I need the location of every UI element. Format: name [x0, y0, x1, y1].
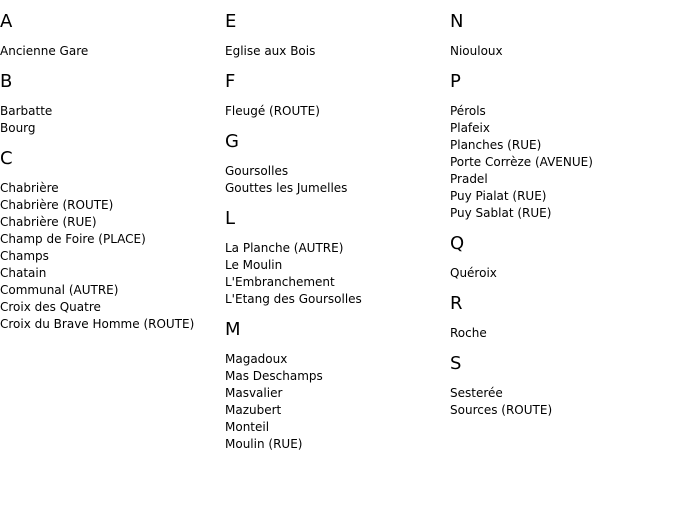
street-link[interactable]: Planches (RUE) — [450, 138, 542, 152]
letter-heading: Q — [450, 233, 465, 254]
street-list — [0, 43, 225, 60]
street-link[interactable]: Magadoux — [225, 352, 288, 366]
street-link[interactable]: Mas Deschamps — [225, 369, 323, 383]
letter-heading: M — [225, 319, 241, 340]
letter-heading: F — [225, 71, 236, 92]
street-link[interactable]: Quéroix — [450, 266, 497, 280]
street-link[interactable]: Champs — [0, 249, 49, 263]
street-link[interactable]: Communal (AUTRE) — [0, 283, 119, 297]
street-link[interactable]: Fleugé (ROUTE) — [225, 104, 320, 118]
letter-heading: L — [225, 208, 236, 229]
letter-heading: B — [0, 71, 13, 92]
letter-group-s — [450, 354, 675, 419]
letter-heading: N — [450, 11, 464, 32]
street-link[interactable]: Chabrière (RUE) — [0, 215, 97, 229]
street-link[interactable]: Masvalier — [225, 386, 283, 400]
street-link[interactable]: La Planche (AUTRE) — [225, 241, 344, 255]
letter-group-q — [450, 234, 675, 282]
street-list — [450, 103, 675, 222]
letter-group-p — [450, 72, 675, 222]
street-link[interactable]: Puy Sablat (RUE) — [450, 206, 552, 220]
street-link[interactable]: Roche — [450, 326, 487, 340]
street-link[interactable]: Plafeix — [450, 121, 490, 135]
street-link[interactable]: Sources (ROUTE) — [450, 403, 553, 417]
letter-group-b — [0, 72, 225, 137]
letter-group-m — [225, 320, 450, 453]
street-link[interactable]: Pérols — [450, 104, 486, 118]
letter-heading: S — [450, 353, 462, 374]
street-list — [225, 43, 450, 60]
street-link[interactable]: Puy Pialat (RUE) — [450, 189, 547, 203]
street-list — [450, 43, 675, 60]
street-list — [450, 325, 675, 342]
letter-group-a — [0, 12, 225, 60]
street-list — [225, 103, 450, 120]
letter-heading: A — [0, 11, 13, 32]
street-list — [225, 351, 450, 453]
street-link[interactable]: Ancienne Gare — [0, 44, 89, 58]
street-link[interactable]: Croix des Quatre — [0, 300, 101, 314]
letter-heading: E — [225, 11, 237, 32]
letter-heading: C — [0, 148, 13, 169]
street-link[interactable]: Mazubert — [225, 403, 282, 417]
street-list — [0, 180, 225, 333]
street-list — [450, 385, 675, 419]
street-link[interactable]: L'Etang des Goursolles — [225, 292, 362, 306]
street-column-1 — [0, 0, 225, 344]
letter-group-e — [225, 12, 450, 60]
street-list — [225, 163, 450, 197]
street-link[interactable]: Monteil — [225, 420, 270, 434]
street-link[interactable]: Chabrière — [0, 181, 59, 195]
street-link[interactable]: L'Embranchement — [225, 275, 335, 289]
street-link[interactable]: Chabrière (ROUTE) — [0, 198, 114, 212]
street-link[interactable]: Bourg — [0, 121, 36, 135]
street-list — [0, 103, 225, 137]
street-link[interactable]: Sesterée — [450, 386, 503, 400]
letter-group-n — [450, 12, 675, 60]
street-link[interactable]: Moulin (RUE) — [225, 437, 303, 451]
street-list — [450, 265, 675, 282]
letter-group-f — [225, 72, 450, 120]
street-list — [225, 240, 450, 308]
street-column-3 — [450, 0, 675, 430]
street-link[interactable]: Pradel — [450, 172, 488, 186]
street-column-2 — [225, 0, 450, 464]
letter-group-g — [225, 132, 450, 197]
street-link[interactable]: Nioulоux — [450, 44, 503, 58]
street-link[interactable]: Gouttes les Jumelles — [225, 181, 348, 195]
street-link[interactable]: Eglise aux Bois — [225, 44, 316, 58]
street-link[interactable]: Champ de Foire (PLACE) — [0, 232, 146, 246]
street-link[interactable]: Chatain — [0, 266, 47, 280]
letter-heading: R — [450, 293, 463, 314]
street-link[interactable]: Le Moulin — [225, 258, 283, 272]
street-link[interactable]: Croix du Brave Homme (ROUTE) — [0, 317, 195, 331]
letter-group-l — [225, 209, 450, 308]
street-link[interactable]: Goursolles — [225, 164, 289, 178]
street-link[interactable]: Porte Corrèze (AVENUE) — [450, 155, 593, 169]
letter-heading: G — [225, 131, 239, 152]
letter-group-r — [450, 294, 675, 342]
street-link[interactable]: Barbatte — [0, 104, 53, 118]
letter-heading: P — [450, 71, 461, 92]
letter-group-c — [0, 149, 225, 333]
